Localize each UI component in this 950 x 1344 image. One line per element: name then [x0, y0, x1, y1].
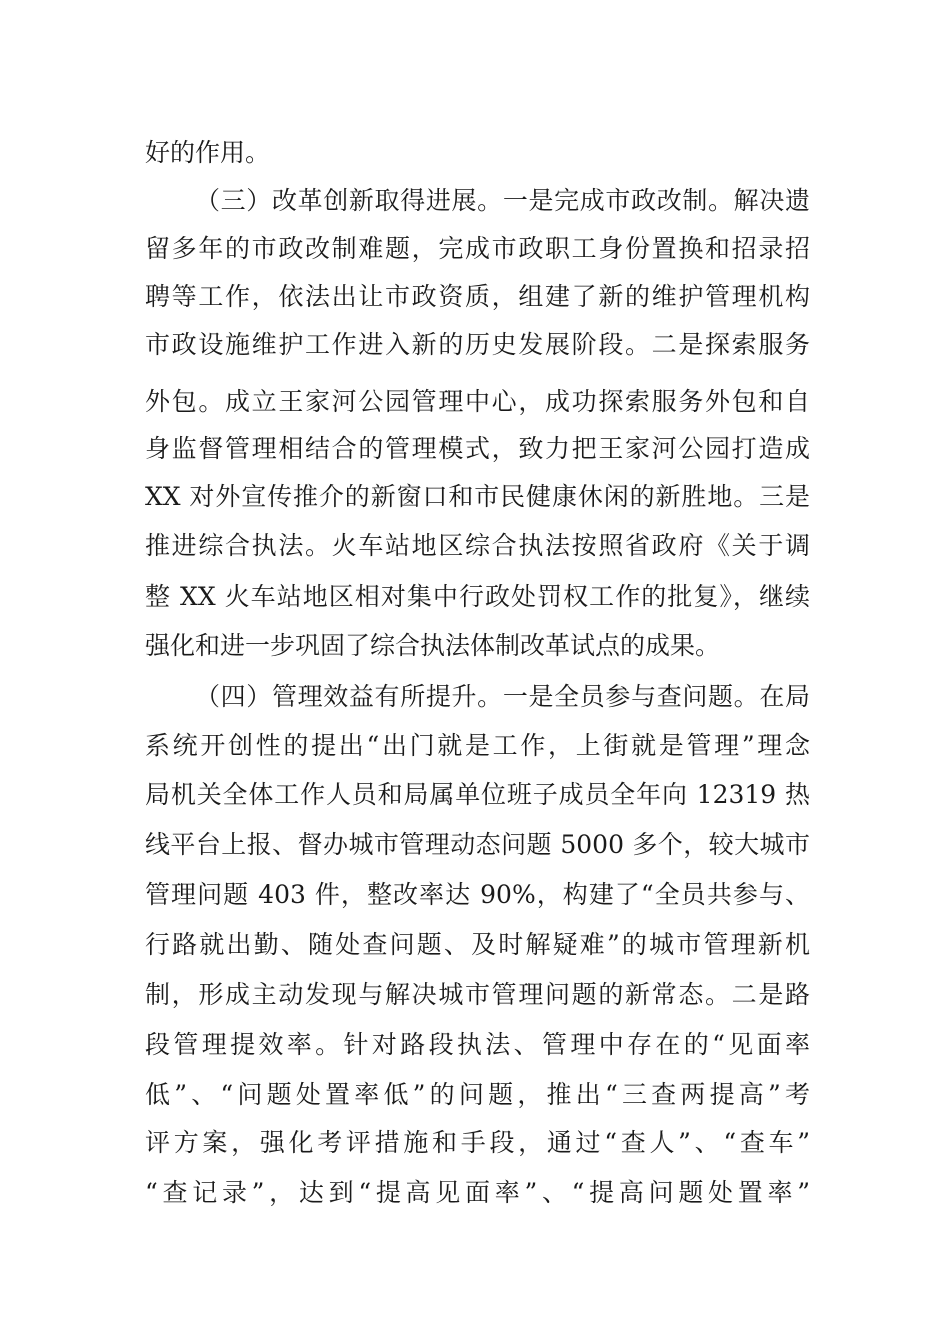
text-line: 评方案，强化考评措施和手段，通过“查人”、“查车”: [145, 1128, 810, 1157]
paragraph-heading-line: （三）改革创新取得进展。一是完成市政改制。解决遗: [195, 186, 810, 215]
text-line: 行路就出勤、随处查问题、及时解疑难”的城市管理新机: [145, 930, 810, 959]
paragraph-heading-line: （四）管理效益有所提升。一是全员参与查问题。在局: [195, 682, 810, 711]
text-line: 线平台上报、督办城市管理动态问题 5000 多个，较大城市: [145, 830, 810, 859]
text-line: 市政设施维护工作进入新的历史发展阶段。二是探索服务: [145, 330, 810, 359]
text-line: 低”、“问题处置率低”的问题，推出“三查两提高”考: [145, 1080, 810, 1109]
text-line: XX 对外宣传推介的新窗口和市民健康休闲的新胜地。三是: [145, 482, 810, 511]
text-line: 推进综合执法。火车站地区综合执法按照省政府《关于调: [145, 531, 810, 560]
text-line: 制，形成主动发现与解决城市管理问题的新常态。二是路: [145, 980, 810, 1009]
text-line: 段管理提效率。针对路段执法、管理中存在的“见面率: [145, 1030, 810, 1059]
text-line: 管理问题 403 件，整改率达 90%，构建了“全员共参与、: [145, 880, 810, 909]
text-line: “查记录”，达到“提高见面率”、“提高问题处置率”: [145, 1178, 810, 1207]
text-line: 强化和进一步巩固了综合执法体制改革试点的成果。: [145, 631, 721, 660]
text-line: 局机关全体工作人员和局属单位班子成员全年向 12319 热: [145, 780, 810, 809]
text-line: 系统开创性的提出“出门就是工作，上街就是管理”理念: [145, 731, 810, 760]
text-line: 聘等工作，依法出让市政资质，组建了新的维护管理机构: [145, 282, 810, 311]
text-line: 好的作用。: [145, 138, 271, 167]
text-line: 外包。成立王家河公园管理中心，成功探索服务外包和自: [145, 387, 810, 416]
text-line: 留多年的市政改制难题，完成市政职工身份置换和招录招: [145, 234, 810, 263]
text-line: 整 XX 火车站地区相对集中行政处罚权工作的批复》，继续: [145, 582, 810, 611]
text-line: 身监督管理相结合的管理模式，致力把王家河公园打造成: [145, 434, 810, 463]
